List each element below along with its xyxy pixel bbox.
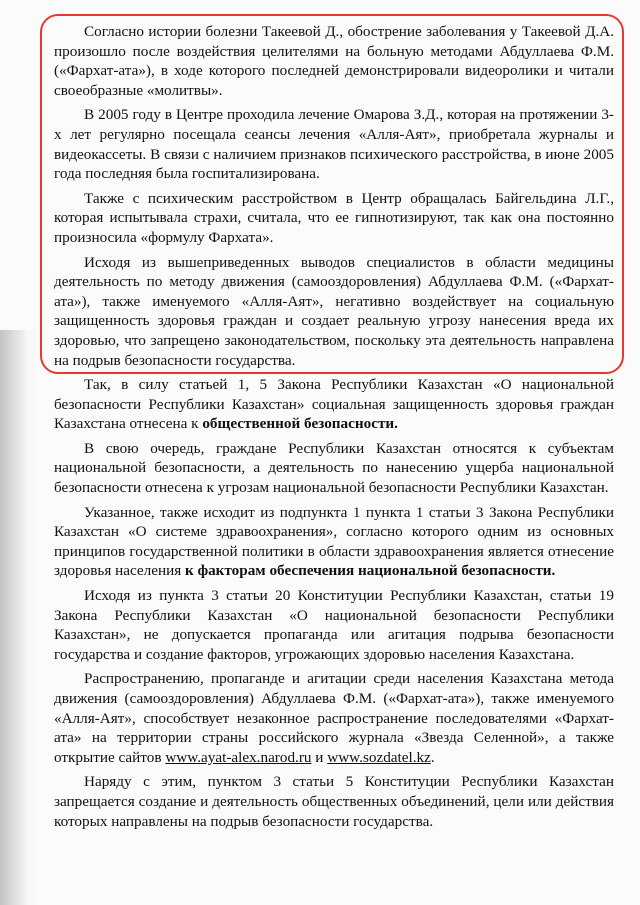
paragraph <box>54 503 614 581</box>
paragraph-text: Распространению, пропаганде и агитации среди населения Казахстана метода движения (самооздоровления) Абдуллаева Ф.М. («Фархат-ата»), также именуемого «Алля-Аят», способствует незаконное распространение последователями «Фархат-ата» на территории страны российского журнала «Звезда Селенной», а также открытие сайтов <box>54 670 614 766</box>
paragraph <box>54 105 614 183</box>
bold-phrase: общественной безопасности. <box>202 415 398 433</box>
website-link[interactable]: www.ayat-alex.narod.ru <box>165 748 312 766</box>
scan-edge-shadow <box>0 330 40 905</box>
paragraph-text: Наряду с этим, пунктом 3 статьи 5 Конституции Республики Казахстан запрещается создание и деятельность общественных объединений, цели или действия которых направлены на подрыв безопасности государства. <box>54 773 614 830</box>
paragraph-text: Согласно истории болезни Такеевой Д., обострение заболевания у Такеевой Д.А. произошло после воздействия целителями на больную методами Абдуллаева Ф.М. («Фархат-ата»), в ходе которого последней демонстрировали видеоролики и читали своеобразные «молитвы». <box>54 23 614 99</box>
paragraph <box>54 375 614 434</box>
paragraph <box>54 253 614 371</box>
paragraph-text: . <box>430 748 435 766</box>
paragraph <box>54 669 614 767</box>
paragraph-text: Указанное, также исходит из подпункта 1 пункта 1 статьи 3 Закона Республики Казахстан «О системе здравоохранения», согласно которого одним из основных принципов государственной политики в области здравоохранения является отнесение здоровья населения <box>54 503 614 580</box>
paragraph-text: Так, в силу статьей 1, 5 Закона Республики Казахстан «О национальной безопасности Республики Казахстан» социальная защищенность здоровья граждан Казахстана отнесена к <box>54 376 614 433</box>
paragraph-text: Исходя из вышеприведенных выводов специалистов в области медицины деятельность по методу движения (самооздоровления) Абдуллаева Ф.М. («Фархат-ата»), также именуемого «Алля-Аят», негативно воздействует на социальную защищенность здоровья граждан и создает реальную угрозу нанесения вреда их здоровью, что запрещено законодательством, поскольку эта деятельность направлена на подрыв безопасности государства. <box>54 253 614 369</box>
paragraph <box>54 439 614 498</box>
paragraph <box>54 22 614 100</box>
paragraph-text: Исходя из пункта 3 статьи 20 Конституции Республики Казахстан, статьи 19 Закона Республики Казахстан «О национальной безопасности Республики Казахстан», не допускается пропаганда или агитация подрыва безопасности государства и создание факторов, угрожающих здоровью населения Казахстана. <box>54 587 614 663</box>
document-body <box>54 22 614 831</box>
paragraph-text: В свою очередь, граждане Республики Казахстан относятся к субъектам национальной безопасности, а деятельность по нанесению ущерба национальной безопасности отнесена к угрозам национальной безопасности Республики Казахстан. <box>54 439 614 497</box>
paragraph-text: В 2005 году в Центре проходила лечение Омарова З.Д., которая на протяжении 3-х лет регулярно посещала сеансы лечения «Алля-Аят», приобретала журналы и видеокассеты. В связи с наличием признаков психического расстройства, в июне 2005 года последняя была госпитализирована. <box>54 106 614 183</box>
bold-phrase: к факторам обеспечения национальной безопасности. <box>185 562 556 580</box>
paragraph <box>54 772 614 831</box>
paragraph <box>54 189 614 248</box>
paragraph-text: и <box>311 748 328 766</box>
paragraph <box>54 586 614 664</box>
website-link[interactable]: www.sozdatel.kz <box>327 748 431 766</box>
paragraph-text: Также с психическим расстройством в Центр обращалась Байгельдина Л.Г., которая испытывала страхи, считала, что ее гипнотизируют, так как она постоянно произносила «формулу Фархата». <box>54 189 614 246</box>
